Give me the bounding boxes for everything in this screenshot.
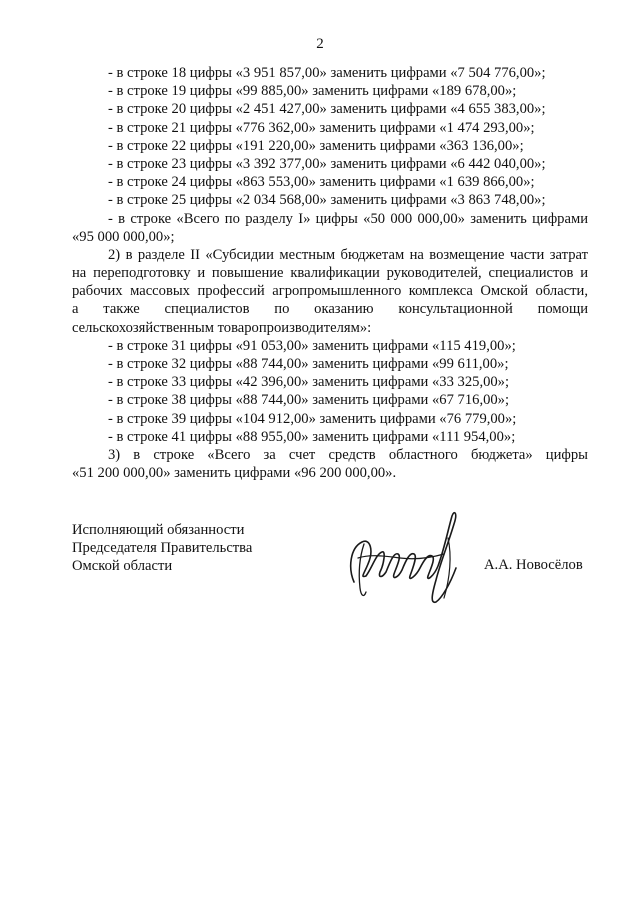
paragraph-line: сельскохозяйственным товаропроизводителям»: [72, 319, 372, 336]
list-item: - в строке 25 цифры «2 034 568,00» заменить цифрами «3 863 748,00»; [108, 192, 546, 209]
handwritten-signature [340, 498, 480, 618]
paragraph-line: рабочих массовых профессий агропромышленного комплекса Омской области, [72, 283, 588, 300]
list-item: - в строке 18 цифры «3 951 857,00» заменить цифрами «7 504 776,00»; [108, 65, 546, 81]
list-item: - в строке 33 цифры «42 396,00» заменить цифрами «33 325,00»; [108, 374, 510, 391]
list-item: - в строке 31 цифры «91 053,00» заменить цифрами «115 419,00»; [108, 337, 516, 354]
list-item: - в строке 39 цифры «104 912,00» заменить цифрами «76 779,00»; [108, 410, 517, 427]
list-item: - в строке 22 цифры «191 220,00» заменить цифрами «363 136,00»; [108, 137, 524, 154]
paragraph-line: на переподготовку и повышение квалификации руководителей, специалистов и [72, 265, 588, 282]
page-number: 2 [316, 36, 324, 52]
paragraph-line: «95 000 000,00»; [72, 228, 175, 245]
signatory-title-line: Исполняющий обязанности [72, 522, 245, 538]
list-item: - в строке 41 цифры «88 955,00» заменить цифрами «111 954,00»; [108, 428, 516, 445]
amendment-list-section-2 [72, 337, 588, 446]
list-item: - в строке 32 цифры «88 744,00» заменить цифрами «99 611,00»; [108, 356, 509, 372]
list-item: - в строке 20 цифры «2 451 427,00» заменить цифрами «4 655 383,00»; [108, 101, 546, 118]
item-3-paragraph [72, 446, 588, 482]
paragraph-line: 3) в строке «Всего за счет средств областного бюджета» цифры [108, 446, 588, 463]
list-item: - в строке 21 цифры «776 362,00» заменить цифрами «1 474 293,00»; [108, 119, 535, 136]
document-body [72, 64, 588, 482]
list-item: - в строке 19 цифры «99 885,00» заменить цифрами «189 678,00»; [108, 83, 517, 100]
amendment-list-section-1 [72, 64, 588, 210]
signatory-title-line: Председателя Правительства [72, 540, 253, 557]
list-item: - в строке 23 цифры «3 392 377,00» заменить цифрами «6 442 040,00»; [108, 155, 546, 172]
paragraph-line: 2) в разделе II «Субсидии местным бюджетам на возмещение части затрат [108, 246, 588, 263]
signatory-title [72, 521, 252, 576]
list-item: - в строке 38 цифры «88 744,00» заменить цифрами «67 716,00»; [108, 392, 510, 409]
paragraph-line: - в строке «Всего по разделу I» цифры «50 000 000,00» заменить цифрами [108, 210, 588, 227]
signer-name: А.А. Новосёлов [484, 557, 583, 573]
total-section-1-item [72, 210, 588, 246]
paragraph-line: а также специалистов по оказанию консультационной помощи [72, 301, 588, 318]
list-item: - в строке 24 цифры «863 553,00» заменить цифрами «1 639 866,00»; [108, 174, 535, 191]
section-2-paragraph [72, 246, 588, 337]
signatory-title-line: Омской области [72, 558, 173, 575]
paragraph-line: «51 200 000,00» заменить цифрами «96 200 000,00». [72, 465, 397, 482]
